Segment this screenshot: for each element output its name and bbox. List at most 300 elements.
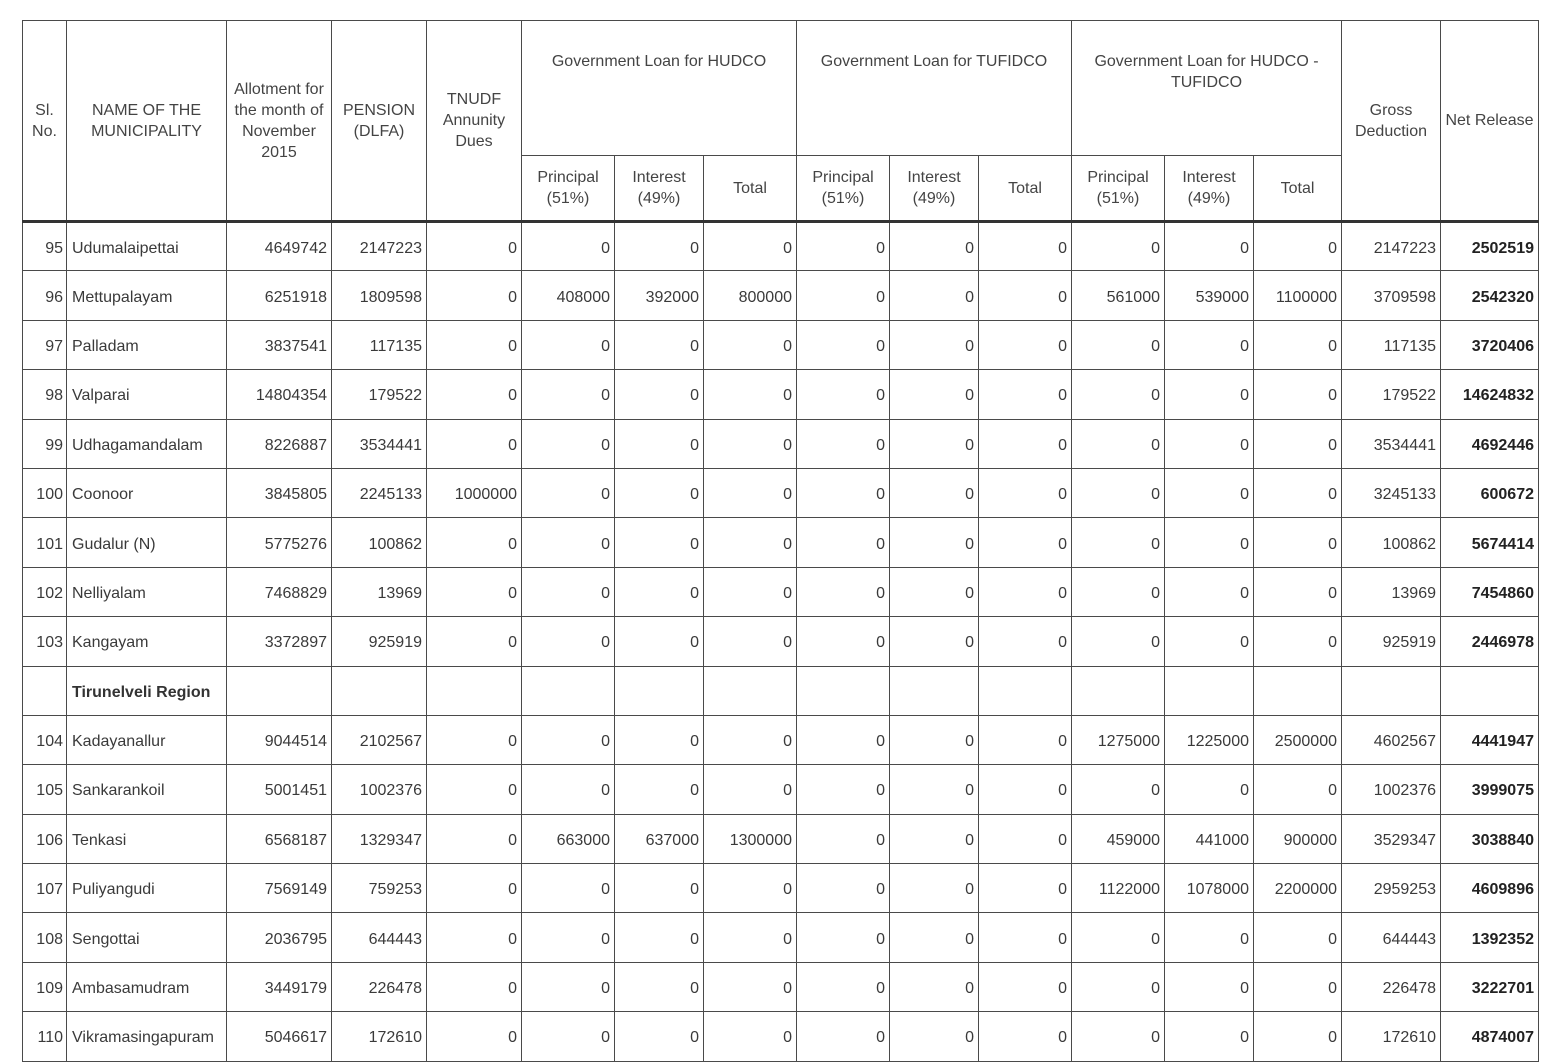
net-release-cell: 600672 (1441, 468, 1539, 517)
header-municipality-name: NAME OF THE MUNICIPALITY (67, 21, 227, 222)
tnudf-cell: 0 (427, 765, 522, 814)
tufidco-total-cell: 0 (979, 567, 1072, 616)
tufidco-principal-cell: 0 (797, 814, 890, 863)
hudco-total-cell: 0 (704, 962, 797, 1011)
hudco-tufidco-total-cell: 0 (1254, 320, 1342, 369)
tnudf-cell: 0 (427, 419, 522, 468)
municipality-name-cell: Palladam (67, 320, 227, 369)
tufidco-principal-cell: 0 (797, 468, 890, 517)
net-release-cell: 4692446 (1441, 419, 1539, 468)
gross-deduction-cell: 1002376 (1342, 765, 1441, 814)
hudco-total-cell: 0 (704, 864, 797, 913)
hudco-tufidco-principal-cell: 0 (1072, 567, 1165, 616)
hudco-tufidco-total-cell: 1100000 (1254, 271, 1342, 320)
sl-no-cell: 109 (23, 962, 67, 1011)
tufidco-interest-cell: 0 (890, 468, 979, 517)
table-row (23, 864, 1539, 913)
tufidco-interest-cell: 0 (890, 864, 979, 913)
municipality-name-cell: Vikramasingapuram (67, 1012, 227, 1061)
hudco-tufidco-total-cell: 0 (1254, 1012, 1342, 1061)
tufidco-interest-cell: 0 (890, 222, 979, 271)
hudco-tufidco-principal-cell: 0 (1072, 518, 1165, 567)
header-group-tufidco: Government Loan for TUFIDCO (797, 21, 1072, 156)
header-tufidco-total: Total (979, 156, 1072, 222)
tnudf-cell: 0 (427, 370, 522, 419)
hudco-principal-cell: 0 (522, 864, 615, 913)
header-hudco-tufidco-principal: Principal (51%) (1072, 156, 1165, 222)
hudco-total-cell: 0 (704, 913, 797, 962)
gross-deduction-cell: 3709598 (1342, 271, 1441, 320)
hudco-tufidco-principal-cell: 0 (1072, 370, 1165, 419)
sl-no-cell (23, 666, 67, 715)
hudco-total-cell: 0 (704, 715, 797, 764)
hudco-interest-cell: 0 (615, 765, 704, 814)
municipality-name-cell: Kangayam (67, 617, 227, 666)
tufidco-interest-cell: 0 (890, 962, 979, 1011)
sl-no-cell: 95 (23, 222, 67, 271)
tufidco-total-cell: 0 (979, 913, 1072, 962)
pension-cell: 1002376 (332, 765, 427, 814)
header-group-hudco-tufidco: Government Loan for HUDCO - TUFIDCO (1072, 21, 1342, 156)
tnudf-cell: 0 (427, 567, 522, 616)
pension-cell: 13969 (332, 567, 427, 616)
hudco-interest-cell: 0 (615, 913, 704, 962)
allotment-cell: 7468829 (227, 567, 332, 616)
pension-cell: 759253 (332, 864, 427, 913)
tufidco-total-cell: 0 (979, 271, 1072, 320)
table-row (23, 370, 1539, 419)
net-release-cell: 3222701 (1441, 962, 1539, 1011)
hudco-tufidco-total-cell: 2200000 (1254, 864, 1342, 913)
tufidco-principal-cell: 0 (797, 715, 890, 764)
allotment-cell: 5046617 (227, 1012, 332, 1061)
hudco-total-cell: 800000 (704, 271, 797, 320)
municipality-name-cell: Puliyangudi (67, 864, 227, 913)
net-release-cell: 4441947 (1441, 715, 1539, 764)
header-gross-deduction: Gross Deduction (1342, 21, 1441, 222)
hudco-tufidco-principal-cell: 459000 (1072, 814, 1165, 863)
hudco-principal-cell (522, 666, 615, 715)
gross-deduction-cell: 172610 (1342, 1012, 1441, 1061)
tufidco-principal-cell: 0 (797, 222, 890, 271)
pension-cell (332, 666, 427, 715)
tnudf-cell: 1000000 (427, 468, 522, 517)
allotment-cell (227, 666, 332, 715)
pension-cell: 172610 (332, 1012, 427, 1061)
hudco-principal-cell: 0 (522, 468, 615, 517)
hudco-tufidco-principal-cell: 0 (1072, 617, 1165, 666)
table-row (23, 1012, 1539, 1061)
tufidco-principal-cell: 0 (797, 370, 890, 419)
gross-deduction-cell (1342, 666, 1441, 715)
municipality-name-cell: Kadayanallur (67, 715, 227, 764)
hudco-tufidco-total-cell: 0 (1254, 468, 1342, 517)
municipality-release-sheet (22, 20, 1538, 1062)
gross-deduction-cell: 179522 (1342, 370, 1441, 419)
tufidco-interest-cell: 0 (890, 715, 979, 764)
gross-deduction-cell: 3534441 (1342, 419, 1441, 468)
tufidco-total-cell: 0 (979, 468, 1072, 517)
sl-no-cell: 100 (23, 468, 67, 517)
net-release-cell: 2446978 (1441, 617, 1539, 666)
allotment-cell: 3372897 (227, 617, 332, 666)
sl-no-cell: 99 (23, 419, 67, 468)
tnudf-cell (427, 666, 522, 715)
allotment-cell: 3837541 (227, 320, 332, 369)
tnudf-cell: 0 (427, 222, 522, 271)
table-row (23, 518, 1539, 567)
tufidco-total-cell: 0 (979, 1012, 1072, 1061)
hudco-tufidco-interest-cell: 0 (1165, 567, 1254, 616)
hudco-interest-cell: 0 (615, 715, 704, 764)
net-release-cell: 3999075 (1441, 765, 1539, 814)
hudco-total-cell: 0 (704, 370, 797, 419)
region-name-cell: Tirunelveli Region (67, 666, 227, 715)
net-release-cell: 7454860 (1441, 567, 1539, 616)
hudco-total-cell: 1300000 (704, 814, 797, 863)
pension-cell: 100862 (332, 518, 427, 567)
hudco-interest-cell: 0 (615, 962, 704, 1011)
hudco-interest-cell: 0 (615, 419, 704, 468)
net-release-cell: 2502519 (1441, 222, 1539, 271)
tufidco-interest-cell: 0 (890, 271, 979, 320)
gross-deduction-cell: 644443 (1342, 913, 1441, 962)
tufidco-principal-cell: 0 (797, 320, 890, 369)
header-hudco-total: Total (704, 156, 797, 222)
hudco-tufidco-principal-cell (1072, 666, 1165, 715)
tnudf-cell: 0 (427, 814, 522, 863)
sl-no-cell: 96 (23, 271, 67, 320)
table-row (23, 419, 1539, 468)
tnudf-cell: 0 (427, 913, 522, 962)
municipality-name-cell: Nelliyalam (67, 567, 227, 616)
hudco-tufidco-interest-cell: 0 (1165, 962, 1254, 1011)
tufidco-total-cell: 0 (979, 814, 1072, 863)
municipality-name-cell: Sankarankoil (67, 765, 227, 814)
hudco-total-cell: 0 (704, 567, 797, 616)
table-row (23, 715, 1539, 764)
tufidco-total-cell: 0 (979, 715, 1072, 764)
hudco-tufidco-interest-cell: 0 (1165, 765, 1254, 814)
gross-deduction-cell: 4602567 (1342, 715, 1441, 764)
header-group-hudco: Government Loan for HUDCO (522, 21, 797, 156)
pension-cell: 644443 (332, 913, 427, 962)
tufidco-interest-cell (890, 666, 979, 715)
hudco-total-cell: 0 (704, 320, 797, 369)
hudco-total-cell: 0 (704, 419, 797, 468)
header-pension: PENSION (DLFA) (332, 21, 427, 222)
municipality-name-cell: Valparai (67, 370, 227, 419)
hudco-total-cell: 0 (704, 765, 797, 814)
hudco-tufidco-interest-cell: 441000 (1165, 814, 1254, 863)
hudco-principal-cell: 0 (522, 962, 615, 1011)
net-release-cell: 2542320 (1441, 271, 1539, 320)
pension-cell: 2245133 (332, 468, 427, 517)
hudco-tufidco-interest-cell: 0 (1165, 1012, 1254, 1061)
tnudf-cell: 0 (427, 715, 522, 764)
hudco-tufidco-total-cell: 0 (1254, 617, 1342, 666)
table-row (23, 271, 1539, 320)
municipality-name-cell: Tenkasi (67, 814, 227, 863)
tufidco-interest-cell: 0 (890, 814, 979, 863)
allotment-cell: 6251918 (227, 271, 332, 320)
tufidco-total-cell: 0 (979, 765, 1072, 814)
sl-no-cell: 105 (23, 765, 67, 814)
tufidco-total-cell: 0 (979, 962, 1072, 1011)
tufidco-total-cell: 0 (979, 320, 1072, 369)
hudco-interest-cell: 0 (615, 567, 704, 616)
sl-no-cell: 110 (23, 1012, 67, 1061)
gross-deduction-cell: 2147223 (1342, 222, 1441, 271)
hudco-tufidco-principal-cell: 0 (1072, 320, 1165, 369)
hudco-tufidco-interest-cell: 0 (1165, 222, 1254, 271)
hudco-interest-cell: 0 (615, 864, 704, 913)
pension-cell: 925919 (332, 617, 427, 666)
hudco-principal-cell: 0 (522, 715, 615, 764)
municipality-name-cell: Mettupalayam (67, 271, 227, 320)
gross-deduction-cell: 2959253 (1342, 864, 1441, 913)
tufidco-interest-cell: 0 (890, 617, 979, 666)
tufidco-total-cell: 0 (979, 419, 1072, 468)
tufidco-interest-cell: 0 (890, 567, 979, 616)
hudco-tufidco-interest-cell: 0 (1165, 468, 1254, 517)
tufidco-principal-cell: 0 (797, 913, 890, 962)
table-row (23, 567, 1539, 616)
net-release-cell: 1392352 (1441, 913, 1539, 962)
sl-no-cell: 104 (23, 715, 67, 764)
hudco-tufidco-principal-cell: 0 (1072, 765, 1165, 814)
net-release-cell (1441, 666, 1539, 715)
hudco-tufidco-interest-cell: 0 (1165, 370, 1254, 419)
allotment-cell: 6568187 (227, 814, 332, 863)
tufidco-interest-cell: 0 (890, 518, 979, 567)
allotment-cell: 5775276 (227, 518, 332, 567)
hudco-principal-cell: 0 (522, 567, 615, 616)
hudco-interest-cell: 0 (615, 518, 704, 567)
tufidco-principal-cell: 0 (797, 617, 890, 666)
hudco-total-cell: 0 (704, 518, 797, 567)
hudco-principal-cell: 0 (522, 617, 615, 666)
header-allotment: Allotment for the month of November 2015 (227, 21, 332, 222)
hudco-tufidco-total-cell: 0 (1254, 222, 1342, 271)
sl-no-cell: 106 (23, 814, 67, 863)
pension-cell: 2102567 (332, 715, 427, 764)
hudco-total-cell: 0 (704, 617, 797, 666)
tufidco-interest-cell: 0 (890, 320, 979, 369)
tufidco-total-cell: 0 (979, 518, 1072, 567)
hudco-tufidco-interest-cell (1165, 666, 1254, 715)
hudco-tufidco-principal-cell: 0 (1072, 913, 1165, 962)
hudco-total-cell: 0 (704, 468, 797, 517)
release-table (22, 20, 1539, 1062)
tnudf-cell: 0 (427, 271, 522, 320)
pension-cell: 1329347 (332, 814, 427, 863)
table-row (23, 617, 1539, 666)
allotment-cell: 14804354 (227, 370, 332, 419)
hudco-tufidco-interest-cell: 1078000 (1165, 864, 1254, 913)
header-tufidco-principal: Principal (51%) (797, 156, 890, 222)
tufidco-principal-cell: 0 (797, 962, 890, 1011)
hudco-tufidco-interest-cell: 1225000 (1165, 715, 1254, 764)
tufidco-total-cell: 0 (979, 864, 1072, 913)
hudco-interest-cell (615, 666, 704, 715)
hudco-tufidco-principal-cell: 1275000 (1072, 715, 1165, 764)
pension-cell: 179522 (332, 370, 427, 419)
tnudf-cell: 0 (427, 962, 522, 1011)
tufidco-total-cell: 0 (979, 222, 1072, 271)
hudco-tufidco-total-cell: 0 (1254, 567, 1342, 616)
hudco-total-cell: 0 (704, 222, 797, 271)
pension-cell: 3534441 (332, 419, 427, 468)
tufidco-principal-cell: 0 (797, 864, 890, 913)
allotment-cell: 5001451 (227, 765, 332, 814)
hudco-tufidco-total-cell: 0 (1254, 518, 1342, 567)
hudco-tufidco-principal-cell: 0 (1072, 1012, 1165, 1061)
tnudf-cell: 0 (427, 1012, 522, 1061)
sl-no-cell: 103 (23, 617, 67, 666)
sl-no-cell: 97 (23, 320, 67, 369)
municipality-name-cell: Coonoor (67, 468, 227, 517)
gross-deduction-cell: 3529347 (1342, 814, 1441, 863)
hudco-principal-cell: 663000 (522, 814, 615, 863)
sl-no-cell: 102 (23, 567, 67, 616)
hudco-tufidco-interest-cell: 539000 (1165, 271, 1254, 320)
table-row (23, 468, 1539, 517)
sl-no-cell: 108 (23, 913, 67, 962)
sl-no-cell: 101 (23, 518, 67, 567)
hudco-total-cell: 0 (704, 1012, 797, 1061)
tufidco-total-cell: 0 (979, 617, 1072, 666)
tufidco-principal-cell: 0 (797, 271, 890, 320)
tufidco-total-cell: 0 (979, 370, 1072, 419)
hudco-tufidco-total-cell: 0 (1254, 962, 1342, 1011)
table-row (23, 765, 1539, 814)
tnudf-cell: 0 (427, 617, 522, 666)
hudco-tufidco-total-cell: 2500000 (1254, 715, 1342, 764)
gross-deduction-cell: 226478 (1342, 962, 1441, 1011)
allotment-cell: 3449179 (227, 962, 332, 1011)
gross-deduction-cell: 3245133 (1342, 468, 1441, 517)
tufidco-principal-cell: 0 (797, 1012, 890, 1061)
tufidco-principal-cell (797, 666, 890, 715)
table-row (23, 913, 1539, 962)
pension-cell: 2147223 (332, 222, 427, 271)
tufidco-principal-cell: 0 (797, 419, 890, 468)
table-body (23, 222, 1539, 1062)
hudco-tufidco-total-cell: 0 (1254, 765, 1342, 814)
pension-cell: 226478 (332, 962, 427, 1011)
hudco-tufidco-interest-cell: 0 (1165, 320, 1254, 369)
gross-deduction-cell: 100862 (1342, 518, 1441, 567)
allotment-cell: 4649742 (227, 222, 332, 271)
tufidco-total-cell (979, 666, 1072, 715)
net-release-cell: 3720406 (1441, 320, 1539, 369)
municipality-name-cell: Gudalur (N) (67, 518, 227, 567)
tnudf-cell: 0 (427, 864, 522, 913)
hudco-tufidco-principal-cell: 0 (1072, 962, 1165, 1011)
hudco-principal-cell: 0 (522, 518, 615, 567)
allotment-cell: 7569149 (227, 864, 332, 913)
hudco-tufidco-total-cell: 0 (1254, 913, 1342, 962)
hudco-principal-cell: 0 (522, 320, 615, 369)
hudco-tufidco-interest-cell: 0 (1165, 419, 1254, 468)
tufidco-interest-cell: 0 (890, 765, 979, 814)
tufidco-principal-cell: 0 (797, 567, 890, 616)
hudco-interest-cell: 0 (615, 468, 704, 517)
hudco-total-cell (704, 666, 797, 715)
hudco-tufidco-principal-cell: 0 (1072, 468, 1165, 517)
header-tnudf: TNUDF Annunity Dues (427, 21, 522, 222)
hudco-interest-cell: 0 (615, 370, 704, 419)
sl-no-cell: 98 (23, 370, 67, 419)
tufidco-interest-cell: 0 (890, 1012, 979, 1061)
header-hudco-tufidco-total: Total (1254, 156, 1342, 222)
tufidco-principal-cell: 0 (797, 518, 890, 567)
net-release-cell: 3038840 (1441, 814, 1539, 863)
hudco-tufidco-total-cell (1254, 666, 1342, 715)
sl-no-cell: 107 (23, 864, 67, 913)
tufidco-interest-cell: 0 (890, 370, 979, 419)
hudco-principal-cell: 0 (522, 1012, 615, 1061)
header-sl-no: Sl. No. (23, 21, 67, 222)
hudco-tufidco-total-cell: 0 (1254, 370, 1342, 419)
hudco-interest-cell: 0 (615, 1012, 704, 1061)
net-release-cell: 5674414 (1441, 518, 1539, 567)
net-release-cell: 14624832 (1441, 370, 1539, 419)
table-row (23, 320, 1539, 369)
header-hudco-tufidco-interest: Interest (49%) (1165, 156, 1254, 222)
hudco-tufidco-principal-cell: 1122000 (1072, 864, 1165, 913)
hudco-principal-cell: 0 (522, 765, 615, 814)
hudco-tufidco-total-cell: 900000 (1254, 814, 1342, 863)
hudco-tufidco-interest-cell: 0 (1165, 913, 1254, 962)
hudco-interest-cell: 0 (615, 320, 704, 369)
allotment-cell: 9044514 (227, 715, 332, 764)
allotment-cell: 3845805 (227, 468, 332, 517)
allotment-cell: 8226887 (227, 419, 332, 468)
hudco-tufidco-interest-cell: 0 (1165, 617, 1254, 666)
allotment-cell: 2036795 (227, 913, 332, 962)
pension-cell: 1809598 (332, 271, 427, 320)
municipality-name-cell: Sengottai (67, 913, 227, 962)
gross-deduction-cell: 117135 (1342, 320, 1441, 369)
hudco-principal-cell: 0 (522, 370, 615, 419)
tnudf-cell: 0 (427, 518, 522, 567)
header-net-release: Net Release (1441, 21, 1539, 222)
header-hudco-principal: Principal (51%) (522, 156, 615, 222)
hudco-principal-cell: 408000 (522, 271, 615, 320)
hudco-principal-cell: 0 (522, 419, 615, 468)
table-row (23, 222, 1539, 271)
hudco-tufidco-principal-cell: 0 (1072, 419, 1165, 468)
hudco-interest-cell: 0 (615, 222, 704, 271)
municipality-name-cell: Ambasamudram (67, 962, 227, 1011)
hudco-principal-cell: 0 (522, 913, 615, 962)
hudco-tufidco-interest-cell: 0 (1165, 518, 1254, 567)
gross-deduction-cell: 13969 (1342, 567, 1441, 616)
hudco-tufidco-total-cell: 0 (1254, 419, 1342, 468)
tufidco-principal-cell: 0 (797, 765, 890, 814)
net-release-cell: 4874007 (1441, 1012, 1539, 1061)
region-row (23, 666, 1539, 715)
header-hudco-interest: Interest (49%) (615, 156, 704, 222)
hudco-interest-cell: 0 (615, 617, 704, 666)
pension-cell: 117135 (332, 320, 427, 369)
municipality-name-cell: Udhagamandalam (67, 419, 227, 468)
tufidco-interest-cell: 0 (890, 913, 979, 962)
hudco-principal-cell: 0 (522, 222, 615, 271)
hudco-interest-cell: 637000 (615, 814, 704, 863)
